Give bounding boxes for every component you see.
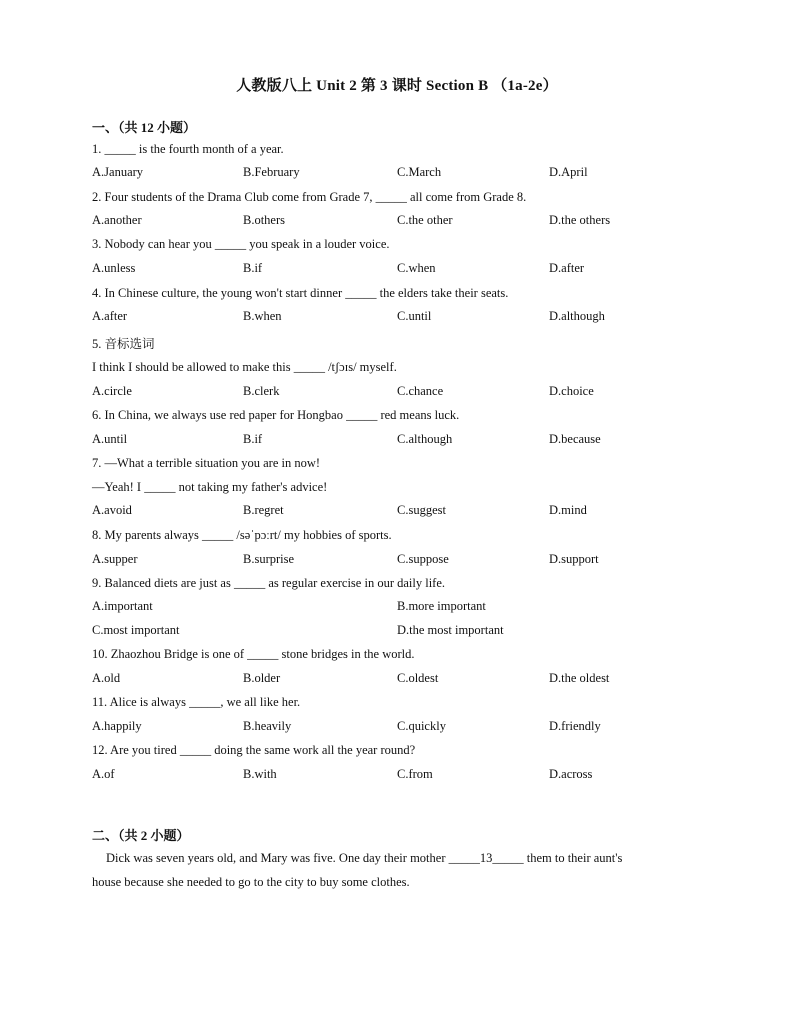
question-6-option-a[interactable]: A.until (92, 432, 128, 446)
question-9-option-b[interactable]: B.more important (397, 599, 486, 613)
question-6-stem: 6. In China, we always use red paper for Hongbao _____ red means luck. (92, 408, 460, 422)
question-6-option-d[interactable]: D.because (549, 432, 601, 446)
question-6-option-b[interactable]: B.if (243, 432, 263, 446)
question-1-option-c[interactable]: C.March (397, 165, 442, 179)
question-3-option-b[interactable]: B.if (243, 261, 263, 275)
question-6-option-c[interactable]: C.although (397, 432, 453, 446)
question-2-option-d[interactable]: D.the others (549, 213, 611, 227)
question-3-option-c[interactable]: C.when (397, 261, 436, 275)
question-4-stem: 4. In Chinese culture, the young won't start dinner _____ the elders take their seats. (92, 286, 509, 300)
question-12-option-c[interactable]: C.from (397, 767, 433, 781)
question-8-option-a[interactable]: A.supper (92, 552, 138, 566)
question-10-stem: 10. Zhaozhou Bridge is one of _____ stone bridges in the world. (92, 647, 415, 661)
question-1-option-a[interactable]: A.January (92, 165, 144, 179)
question-1-option-d[interactable]: D.April (549, 165, 588, 179)
question-2-option-a[interactable]: A.another (92, 213, 142, 227)
question-2-option-c[interactable]: C.the other (397, 213, 453, 227)
question-10-option-c[interactable]: C.oldest (397, 671, 439, 685)
question-3-option-d[interactable]: D.after (549, 261, 585, 275)
section-1-heading: 一、（共 12 小题） (92, 120, 197, 135)
question-9-option-c[interactable]: C.most important (92, 623, 180, 637)
question-7-option-c[interactable]: C.suggest (397, 503, 446, 517)
question-9-option-a[interactable]: A.important (92, 599, 153, 613)
question-9-option-d[interactable]: D.the most important (397, 623, 504, 637)
question-4-option-d[interactable]: D.although (549, 309, 605, 323)
question-3-stem: 3. Nobody can hear you _____ you speak in a louder voice. (92, 237, 390, 251)
question-11-stem: 11. Alice is always _____, we all like her. (92, 695, 301, 709)
question-11-option-c[interactable]: C.quickly (397, 719, 446, 733)
question-8-option-c[interactable]: C.suppose (397, 552, 449, 566)
passage-line-1 (92, 846, 692, 870)
reading-passage (92, 846, 692, 894)
question-5-option-c[interactable]: C.chance (397, 384, 444, 398)
question-7-stem: 7. —What a terrible situation you are in now! (92, 456, 321, 470)
question-5-stem: I think I should be allowed to make this _____ /tʃɔɪs/ myself. (92, 360, 397, 374)
question-7-option-d[interactable]: D.mind (549, 503, 587, 517)
worksheet-title: 人教版八上 Unit 2 第 3 课时 Section B （1a-2e） (236, 78, 558, 94)
question-5-label: 5. 音标选词 (92, 337, 155, 351)
question-2-option-b[interactable]: B.others (243, 213, 286, 227)
question-11-option-d[interactable]: D.friendly (549, 719, 601, 733)
question-10-option-a[interactable]: A.old (92, 671, 121, 685)
question-9-stem: 9. Balanced diets are just as _____ as regular exercise in our daily life. (92, 576, 446, 590)
question-4-option-c[interactable]: C.until (397, 309, 432, 323)
question-11-option-a[interactable]: A.happily (92, 719, 142, 733)
question-4-option-b[interactable]: B.when (243, 309, 282, 323)
question-10-option-d[interactable]: D.the oldest (549, 671, 610, 685)
passage-line-1-text: Dick was seven years old, and Mary was five. One day their mother _____13_____ them to their aunt's (106, 851, 623, 865)
question-5-option-d[interactable]: D.choice (549, 384, 594, 398)
question-2-stem: 2. Four students of the Drama Club come from Grade 7, _____ all come from Grade 8. (92, 190, 527, 204)
question-12-stem: 12. Are you tired _____ doing the same work all the year round? (92, 743, 416, 757)
question-3-option-a[interactable]: A.unless (92, 261, 136, 275)
question-12-option-d[interactable]: D.across (549, 767, 593, 781)
question-8-option-d[interactable]: D.support (549, 552, 599, 566)
question-8-option-b[interactable]: B.surprise (243, 552, 295, 566)
question-8-stem: 8. My parents always _____ /səˈpɔːrt/ my hobbies of sports. (92, 528, 392, 542)
question-10-option-b[interactable]: B.older (243, 671, 281, 685)
question-5-option-b[interactable]: B.clerk (243, 384, 280, 398)
section-2-heading: 二、（共 2 小题） (92, 828, 190, 843)
question-7-stem-reply: —Yeah! I _____ not taking my father's advice! (92, 480, 328, 494)
question-1-option-b[interactable]: B.February (243, 165, 300, 179)
question-5-option-a[interactable]: A.circle (92, 384, 132, 398)
question-7-option-a[interactable]: A.avoid (92, 503, 132, 517)
question-11-option-b[interactable]: B.heavily (243, 719, 292, 733)
passage-line-2: house because she needed to go to the city to buy some clothes. (92, 875, 410, 889)
question-12-option-b[interactable]: B.with (243, 767, 277, 781)
question-12-option-a[interactable]: A.of (92, 767, 115, 781)
question-7-option-b[interactable]: B.regret (243, 503, 284, 517)
question-1-stem: 1. _____ is the fourth month of a year. (92, 142, 284, 156)
question-4-option-a[interactable]: A.after (92, 309, 128, 323)
